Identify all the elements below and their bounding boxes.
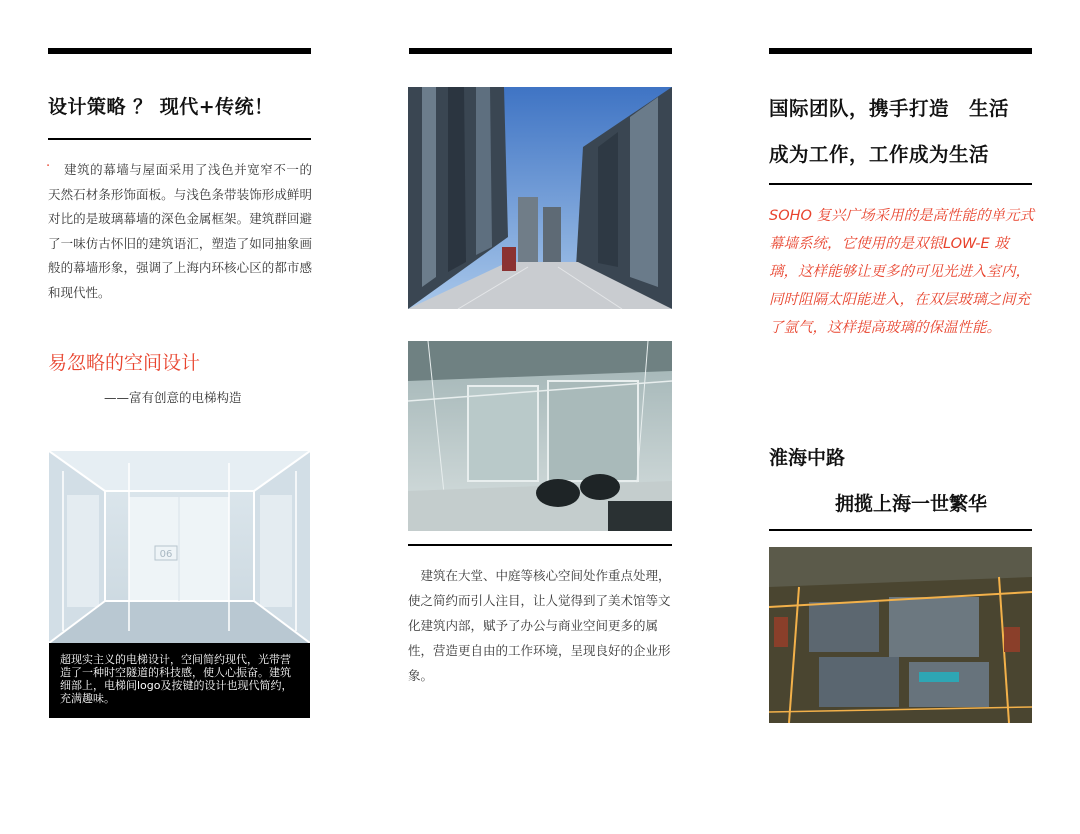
- column3-heading2: 拥揽上海一世繁华: [835, 493, 988, 515]
- aerial-night-photo: [769, 547, 1032, 723]
- elevator-caption: 超现实主义的电梯设计，空间简约现代，光带营造了一种时空隧道的科技感，使人心振奋。建筑细部上，电梯间logo及按键的设计也现代简约，充满趣味。: [49, 643, 310, 718]
- bullet-dot: ·: [46, 159, 51, 174]
- aerial-illustration: [769, 547, 1032, 723]
- elevator-number-label: 06: [159, 549, 173, 560]
- column3-top-bar: [769, 48, 1032, 54]
- lobby-illustration: [408, 341, 672, 531]
- column3-title-rule: [769, 183, 1032, 185]
- column2-caption-rule: [408, 544, 672, 546]
- column1-title-rule: [48, 138, 311, 140]
- column1-subheading: 易忽略的空间设计: [48, 352, 201, 374]
- column1-body: 建筑的幕墙与屋面采用了浅色并宽窄不一的天然石材条形饰面板。与浅色条带装饰形成鲜明对比的是玻璃幕墙的深色金属框架。建筑群回避了一味仿古怀旧的建筑语汇，塑造了如同抽象画般的幕墙形象，强调了上海内环核心区的都市感和现代性。: [48, 162, 312, 300]
- column1-title: 设计策略 ？ 现代+传统！: [48, 96, 274, 118]
- elevator-photo: [49, 451, 310, 643]
- column3-heading-rule: [769, 529, 1032, 531]
- street-buildings-photo: [408, 87, 672, 309]
- column1-body-text: [48, 158, 312, 305]
- column2-top-bar: [409, 48, 672, 54]
- column3-title-line1: 国际团队，携手打造 生活: [769, 97, 1010, 120]
- column3-heading1: 淮海中路: [769, 447, 846, 469]
- elevator-illustration: [49, 451, 310, 643]
- column2-body-text: 建筑在大堂、中庭等核心空间处作重点处理，使之简约而引人注目，让人觉得到了美术馆等文化建筑内部，赋予了办公与商业空间更多的属性，营造更自由的工作环境，呈现良好的企业形象。: [408, 568, 671, 683]
- column1-subline: ——富有创意的电梯构造: [104, 390, 242, 405]
- lobby-atrium-photo: [408, 341, 672, 531]
- column3-body-text: SOHO 复兴广场采用的是高性能的单元式幕墙系统，它使用的是双银LOW-E 玻璃，这样能够让更多的可见光进入室内，同时阻隔太阳能进入，在双层玻璃之间充了氩气，这样提高玻璃的保温性能。: [769, 208, 1035, 336]
- column1-top-bar: [48, 48, 311, 54]
- street-illustration: [408, 87, 672, 309]
- column3-title-line2: 成为工作，工作成为生活: [769, 143, 990, 166]
